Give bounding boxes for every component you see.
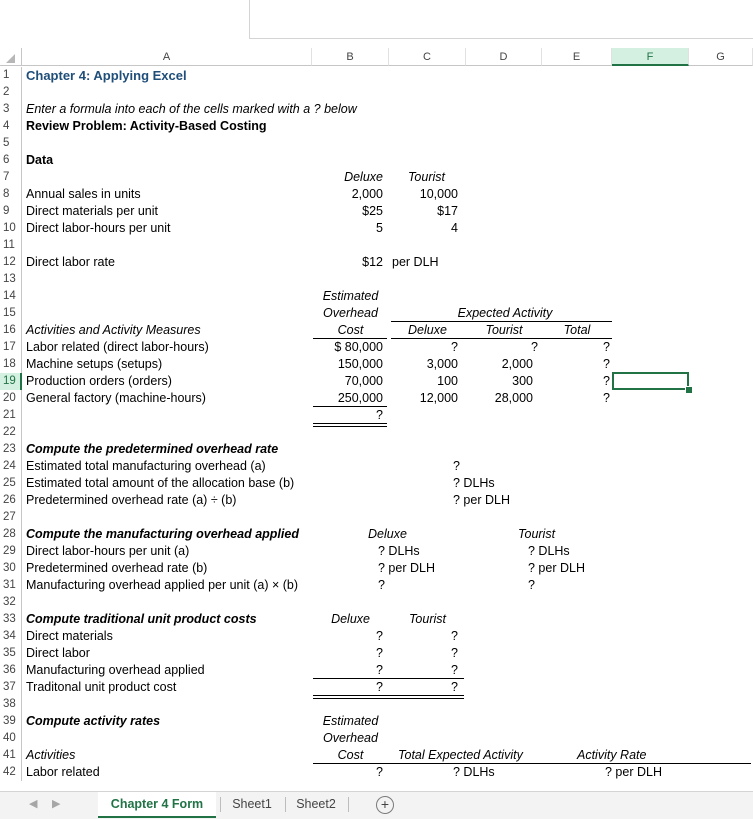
- applied-tourist-c[interactable]: ?: [528, 578, 535, 592]
- activity-cost[interactable]: $ 80,000: [334, 340, 383, 354]
- activity-deluxe[interactable]: 3,000: [426, 357, 458, 371]
- row-header[interactable]: 12: [0, 254, 22, 271]
- activity-deluxe[interactable]: 12,000: [419, 391, 458, 405]
- column-header-d[interactable]: D: [466, 48, 542, 66]
- row-header[interactable]: 9: [0, 203, 22, 220]
- traditional-tourist-header: Tourist: [408, 612, 446, 626]
- column-header-c[interactable]: C: [389, 48, 466, 66]
- row-header[interactable]: 27: [0, 509, 22, 526]
- activity-cost[interactable]: 70,000: [344, 374, 383, 388]
- row-header[interactable]: 24: [0, 458, 22, 475]
- next-sheet-icon[interactable]: ▶: [52, 798, 61, 810]
- row-header[interactable]: 28: [0, 526, 22, 543]
- activity-label: General factory (machine-hours): [26, 391, 206, 405]
- overhead-header: Overhead: [323, 306, 378, 320]
- cost-total[interactable]: ?: [376, 408, 383, 422]
- row-header[interactable]: 5: [0, 135, 22, 152]
- activity-total[interactable]: ?: [603, 374, 610, 388]
- column-header-g[interactable]: G: [689, 48, 753, 66]
- ar-overhead-header: Overhead: [323, 731, 378, 745]
- row-header[interactable]: 18: [0, 356, 22, 373]
- tourist-header: Tourist: [407, 170, 445, 184]
- row-header[interactable]: 39: [0, 713, 22, 730]
- tab-sheet1[interactable]: Sheet1: [232, 797, 272, 811]
- prev-sheet-icon[interactable]: ◀: [29, 798, 38, 810]
- ar-row-expected[interactable]: ? DLHs: [453, 765, 495, 779]
- ar-row-rate[interactable]: ? per DLH: [605, 765, 662, 779]
- ar-estimated-header: Estimated: [322, 714, 379, 728]
- add-sheet-icon[interactable]: +: [376, 796, 394, 814]
- row-header[interactable]: 36: [0, 662, 22, 679]
- row-header[interactable]: 13: [0, 271, 22, 288]
- row-header[interactable]: 6: [0, 152, 22, 169]
- activity-total-header: Total: [563, 323, 591, 337]
- traditional-tourist[interactable]: ?: [451, 629, 458, 643]
- activity-deluxe-header: Deluxe: [408, 323, 447, 337]
- row-header-selected[interactable]: 19: [0, 373, 22, 390]
- traditional-deluxe[interactable]: ?: [376, 663, 383, 677]
- activity-cost[interactable]: 250,000: [337, 391, 383, 405]
- select-all-triangle-icon[interactable]: [6, 54, 15, 63]
- cost-total-double-line-1: [313, 423, 387, 424]
- direct-labor-hours-label: Direct labor-hours per unit: [26, 221, 171, 235]
- activity-total[interactable]: ?: [603, 340, 610, 354]
- row-header[interactable]: 15: [0, 305, 22, 322]
- estimated-header: Estimated: [322, 289, 379, 303]
- row-header[interactable]: 33: [0, 611, 22, 628]
- activity-label: Production orders (orders): [26, 374, 172, 388]
- deluxe-header: Deluxe: [344, 170, 383, 184]
- traditional-deluxe[interactable]: ?: [376, 629, 383, 643]
- direct-labor-hours-deluxe[interactable]: 5: [376, 221, 383, 235]
- tab-separator: [348, 797, 349, 812]
- traditional-deluxe-header: Deluxe: [331, 612, 370, 626]
- data-heading: Data: [26, 153, 54, 167]
- row-header[interactable]: 11: [0, 237, 22, 254]
- sheet-title: Chapter 4: Applying Excel: [26, 68, 187, 83]
- activity-label: Machine setups (setups): [26, 357, 163, 371]
- ar-row-label: Labor related: [26, 765, 100, 779]
- direct-labor-rate-unit: per DLH: [392, 255, 439, 269]
- pohr-line-a: Estimated total manufacturing overhead (a): [26, 459, 266, 473]
- activity-tourist[interactable]: ?: [531, 340, 538, 354]
- review-problem-heading: Review Problem: Activity-Based Costing: [26, 119, 267, 133]
- row-header[interactable]: 10: [0, 220, 22, 237]
- activity-tourist-header: Tourist: [485, 323, 523, 337]
- applied-deluxe-a[interactable]: ? DLHs: [378, 544, 420, 558]
- pohr-line-c: Predetermined overhead rate (a) ÷ (b): [26, 493, 237, 507]
- tab-separator: [220, 797, 221, 812]
- row-header[interactable]: 30: [0, 560, 22, 577]
- tab-separator: [285, 797, 286, 812]
- applied-tourist-b[interactable]: ? per DLH: [528, 561, 585, 575]
- traditional-tourist[interactable]: ?: [451, 663, 458, 677]
- activity-total[interactable]: ?: [603, 357, 610, 371]
- row-header[interactable]: 32: [0, 594, 22, 611]
- activity-cost[interactable]: 150,000: [337, 357, 383, 371]
- traditional-heading: Compute traditional unit product costs: [26, 612, 257, 626]
- pohr-value-a[interactable]: ?: [453, 459, 460, 473]
- row-header[interactable]: 23: [0, 441, 22, 458]
- row-header[interactable]: 2: [0, 84, 22, 101]
- direct-materials-label: Direct materials per unit: [26, 204, 158, 218]
- applied-line-b: Predetermined overhead rate (b): [26, 561, 208, 575]
- cost-total-double-line-2: [313, 426, 387, 427]
- activities-header: Activities and Activity Measures: [26, 323, 201, 337]
- active-cell-f19[interactable]: [612, 372, 689, 390]
- traditional-tourist-total[interactable]: ?: [451, 680, 458, 694]
- row-header[interactable]: 20: [0, 390, 22, 407]
- row-header[interactable]: 21: [0, 407, 22, 424]
- expected-activity-header: Expected Activity: [457, 306, 553, 320]
- applied-line-a: Direct labor-hours per unit (a): [26, 544, 190, 558]
- direct-labor-rate-label: Direct labor rate: [26, 255, 115, 269]
- column-header-f[interactable]: F: [612, 48, 689, 66]
- annual-sales-deluxe[interactable]: 2,000: [351, 187, 383, 201]
- row-header[interactable]: 34: [0, 628, 22, 645]
- row-header[interactable]: 14: [0, 288, 22, 305]
- row-header[interactable]: 8: [0, 186, 22, 203]
- row-header[interactable]: 35: [0, 645, 22, 662]
- ar-activity-rate-header: Activity Rate: [577, 748, 647, 762]
- applied-deluxe-c[interactable]: ?: [378, 578, 385, 592]
- fill-handle[interactable]: [685, 386, 693, 394]
- column-header-b[interactable]: B: [312, 48, 389, 66]
- traditional-line: Manufacturing overhead applied: [26, 663, 205, 677]
- activity-deluxe[interactable]: ?: [451, 340, 458, 354]
- annual-sales-label: Annual sales in units: [26, 187, 141, 201]
- traditional-tourist[interactable]: ?: [451, 646, 458, 660]
- direct-materials-deluxe[interactable]: $25: [362, 204, 383, 218]
- applied-line-c: Manufacturing overhead applied per unit (a) × (b): [26, 578, 299, 592]
- ar-total-expected-header: Total Expected Activity: [398, 748, 523, 762]
- traditional-deluxe[interactable]: ?: [376, 646, 383, 660]
- direct-labor-rate-value[interactable]: $12: [362, 255, 383, 269]
- cost-header: Cost: [337, 323, 364, 337]
- row-header[interactable]: 3: [0, 101, 22, 118]
- activity-label: Labor related (direct labor-hours): [26, 340, 209, 354]
- row-header[interactable]: 16: [0, 322, 22, 339]
- activity-total[interactable]: ?: [603, 391, 610, 405]
- pohr-line-b: Estimated total amount of the allocation base (b): [26, 476, 295, 490]
- row-header[interactable]: 22: [0, 424, 22, 441]
- row-header[interactable]: 17: [0, 339, 22, 356]
- tab-sheet2[interactable]: Sheet2: [296, 797, 336, 811]
- row-header[interactable]: 38: [0, 696, 22, 713]
- annual-sales-tourist[interactable]: 10,000: [419, 187, 458, 201]
- row-header[interactable]: 25: [0, 475, 22, 492]
- row-header[interactable]: 1: [0, 67, 22, 84]
- direct-labor-hours-tourist[interactable]: 4: [451, 221, 458, 235]
- ar-row-cost[interactable]: ?: [376, 765, 383, 779]
- traditional-line: Direct materials: [26, 629, 113, 643]
- applied-tourist-a[interactable]: ? DLHs: [528, 544, 570, 558]
- activity-tourist[interactable]: 300: [512, 374, 533, 388]
- row-header[interactable]: 31: [0, 577, 22, 594]
- pohr-value-c[interactable]: ? per DLH: [453, 493, 510, 507]
- column-header-e[interactable]: E: [542, 48, 612, 66]
- activity-deluxe[interactable]: 100: [437, 374, 458, 388]
- applied-deluxe-b[interactable]: ? per DLH: [378, 561, 435, 575]
- row-header[interactable]: 4: [0, 118, 22, 135]
- row-header[interactable]: 41: [0, 747, 22, 764]
- column-header-a[interactable]: A: [22, 48, 312, 66]
- row-header[interactable]: 37: [0, 679, 22, 696]
- traditional-total-double-line-2: [313, 698, 464, 699]
- formula-input[interactable]: [249, 0, 753, 39]
- row-header[interactable]: 42: [0, 764, 22, 781]
- applied-heading: Compute the manufacturing overhead applied: [26, 527, 299, 541]
- pohr-heading: Compute the predetermined overhead rate: [26, 442, 279, 456]
- traditional-deluxe-total[interactable]: ?: [376, 680, 383, 694]
- row-header[interactable]: 29: [0, 543, 22, 560]
- row-header[interactable]: 7: [0, 169, 22, 186]
- ar-cost-header: Cost: [337, 748, 364, 762]
- traditional-line: Traditonal unit product cost: [26, 680, 177, 694]
- applied-deluxe-header: Deluxe: [368, 527, 407, 541]
- traditional-line: Direct labor: [26, 646, 90, 660]
- activity-rates-heading: Compute activity rates: [26, 714, 161, 728]
- direct-materials-tourist[interactable]: $17: [437, 204, 458, 218]
- tab-chapter-4-form[interactable]: Chapter 4 Form: [98, 792, 216, 818]
- traditional-total-double-line-1: [313, 695, 464, 696]
- activity-tourist[interactable]: 28,000: [494, 391, 533, 405]
- row-header[interactable]: 40: [0, 730, 22, 747]
- applied-tourist-header: Tourist: [518, 527, 556, 541]
- ar-activities-header: Activities: [26, 748, 76, 762]
- instruction-text: Enter a formula into each of the cells marked with a ? below: [26, 102, 357, 116]
- row-header[interactable]: 26: [0, 492, 22, 509]
- activity-tourist[interactable]: 2,000: [501, 357, 533, 371]
- pohr-value-b[interactable]: ? DLHs: [453, 476, 495, 490]
